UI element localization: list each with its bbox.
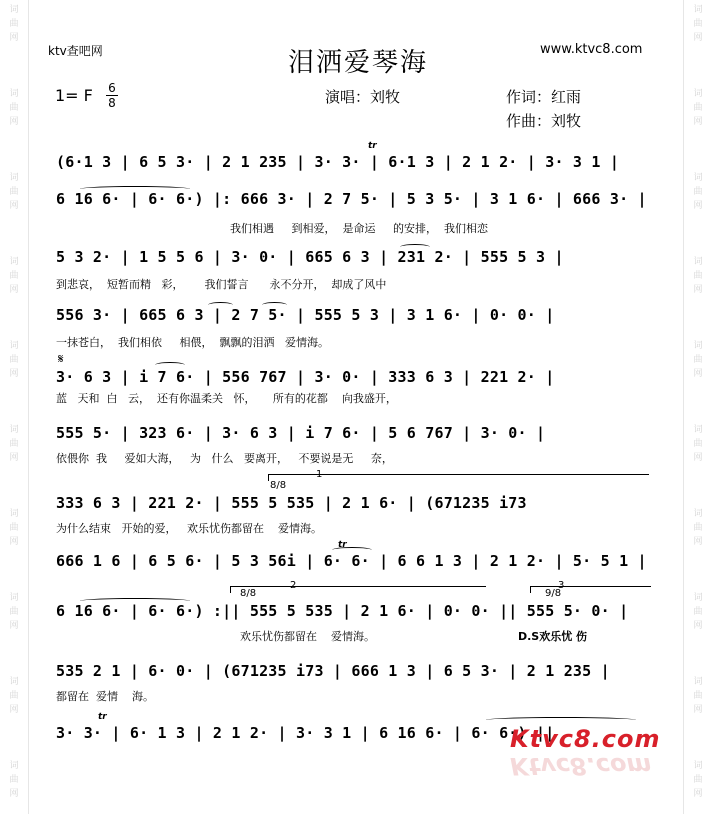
watermark-glyph: 曲 [693, 775, 703, 785]
watermark-glyph: 网 [693, 285, 703, 295]
watermark-glyph: 词 [693, 5, 703, 15]
watermark-glyph: 曲 [693, 607, 703, 617]
site-logo-reflection: Ktvc8.com [510, 752, 652, 780]
melody-line: 3· 3· | 6· 1 3 | 2 1 2· | 3· 3 1 | 6 16 6· | 6· 6·) || [56, 724, 555, 742]
watermark-glyph: 词 [9, 593, 19, 603]
watermark-glyph: 网 [693, 789, 703, 799]
lyricist-credit: 作词：红雨 [506, 88, 582, 106]
site-logo: Ktvc8.com [510, 725, 661, 753]
watermark-glyph: 词 [9, 341, 19, 351]
watermark-glyph: 词 [693, 425, 703, 435]
watermark-glyph: 曲 [693, 271, 703, 281]
watermark-glyph: 词 [693, 761, 703, 771]
watermark-glyph: 词 [693, 173, 703, 183]
composer-credit: 作曲：刘牧 [506, 112, 582, 130]
watermark-glyph: 词 [693, 677, 703, 687]
watermark-glyph: 词 [9, 425, 19, 435]
song-title: 泪洒爱琴海 [288, 48, 429, 78]
trill-mark: tr [368, 141, 377, 151]
lyrics-line: 蓝 天和 白 云， 还有你温柔关 怀， 所有的花都 向我盛开， [56, 392, 397, 405]
watermark-glyph: 曲 [9, 691, 19, 701]
watermark-glyph: 曲 [693, 439, 703, 449]
watermark-glyph: 网 [9, 789, 19, 799]
segno-mark: 𝄋 [58, 352, 64, 367]
watermark-glyph: 网 [9, 537, 19, 547]
melody-line: 3· 6 3 | i 7 6· | 556 767 | 3· 0· | 333 6 3 | 221 2· | [56, 368, 555, 386]
watermark-glyph: 网 [9, 33, 19, 43]
watermark-glyph: 曲 [693, 19, 703, 29]
watermark-glyph: 网 [9, 705, 19, 715]
tie-mark [486, 717, 636, 723]
time-signature [106, 82, 118, 109]
ds-marking: D.S欢乐忧 伤 [518, 630, 588, 643]
watermark-glyph: 网 [693, 201, 703, 211]
watermark-glyph: 词 [693, 89, 703, 99]
lyrics-line: 为什么结束 开始的爱， 欢乐忧伤都留在 爱情海。 [56, 522, 322, 535]
watermark-glyph: 词 [9, 89, 19, 99]
watermark-glyph: 网 [693, 453, 703, 463]
ending-number: 3 [558, 580, 565, 591]
watermark-glyph: 词 [9, 509, 19, 519]
watermark-glyph: 网 [693, 621, 703, 631]
watermark-glyph: 曲 [693, 691, 703, 701]
watermark-glyph: 词 [9, 257, 19, 267]
ending-bracket [530, 586, 651, 593]
key-signature: 1= F [55, 86, 93, 105]
watermark-glyph: 词 [693, 341, 703, 351]
watermark-glyph: 曲 [693, 355, 703, 365]
watermark-glyph: 网 [9, 453, 19, 463]
watermark-glyph: 曲 [9, 523, 19, 533]
ending-bracket [268, 474, 649, 481]
melody-line: (6·1 3 | 6 5 3· | 2 1 235 | 3· 3· | 6·1 3 | 2 1 2· | 3· 3 1 | [56, 153, 620, 171]
melody-line: 535 2 1 | 6· 0· | (671235 i73 | 666 1 3 | 6 5 3· | 2 1 235 | [56, 662, 610, 680]
watermark-glyph: 曲 [693, 103, 703, 113]
watermark-glyph: 词 [9, 173, 19, 183]
watermark-glyph: 网 [9, 117, 19, 127]
watermark-glyph: 网 [693, 705, 703, 715]
lyrics-line: 我们相遇 到相爱， 是命运 的安排， 我们相恋 [230, 222, 488, 235]
meter-change-label: 8/8 [240, 588, 257, 599]
watermark-glyph: 曲 [9, 775, 19, 785]
watermark-glyph: 曲 [9, 187, 19, 197]
melody-line: 556 3· | 665 6 3 | 2 7 5· | 555 5 3 | 3 1 6· | 0· 0· | [56, 306, 555, 324]
melody-line: 6 16 6· | 6· 6·) |: 666 3· | 2 7 5· | 5 3 5· | 3 1 6· | 666 3· | [56, 190, 647, 208]
watermark-glyph: 网 [693, 369, 703, 379]
ending-bracket [230, 586, 486, 593]
left-watermark-strip [0, 0, 29, 814]
watermark-glyph: 词 [9, 677, 19, 687]
melody-line: 6 16 6· | 6· 6·) :|| 555 5 535 | 2 1 6· | 0· 0· || 555 5· 0· | [56, 602, 629, 620]
melody-line: 666 1 6 | 6 5 6· | 5 3 56i | 6· 6· | 6 6 1 3 | 2 1 2· | 5· 5 1 | [56, 552, 647, 570]
melody-line: 333 6 3 | 221 2· | 555 5 535 | 2 1 6· | (671235 i73 [56, 494, 527, 512]
lyrics-line: 都留在 爱情 海。 [56, 690, 154, 703]
lyrics-line: 到悲哀， 短暂而精 彩， 我们誓言 永不分开， 却成了风中 [56, 278, 387, 291]
melody-line: 5 3 2· | 1 5 5 6 | 3· 0· | 665 6 3 | 231 2· | 555 5 3 | [56, 248, 564, 266]
lyrics-line: 依偎你 我 爱如大海， 为 什么 要离开， 不要说是无 奈， [56, 452, 393, 465]
watermark-glyph: 曲 [9, 271, 19, 281]
watermark-glyph: 曲 [693, 187, 703, 197]
watermark-glyph: 网 [693, 117, 703, 127]
watermark-glyph: 曲 [693, 523, 703, 533]
meter-change-label: 8/8 [270, 480, 287, 491]
meter-denominator: 8 [108, 96, 116, 110]
trill-mark: tr [338, 540, 347, 550]
watermark-glyph: 网 [693, 33, 703, 43]
site-name-left: ktv查吧网 [48, 44, 103, 58]
watermark-glyph: 曲 [9, 607, 19, 617]
watermark-glyph: 词 [693, 593, 703, 603]
trill-mark: tr [98, 712, 107, 722]
watermark-glyph: 词 [693, 257, 703, 267]
watermark-glyph: 曲 [9, 355, 19, 365]
watermark-glyph: 词 [9, 5, 19, 15]
lyrics-line: 欢乐忧伤都留在 爱情海。 [240, 630, 375, 643]
right-watermark-strip [683, 0, 712, 814]
watermark-glyph: 网 [9, 285, 19, 295]
singer-credit: 演唱：刘牧 [325, 88, 401, 106]
watermark-glyph: 词 [9, 761, 19, 771]
watermark-glyph: 曲 [9, 439, 19, 449]
watermark-glyph: 网 [9, 201, 19, 211]
watermark-glyph: 网 [693, 537, 703, 547]
meter-change-label: 9/8 [545, 588, 562, 599]
watermark-glyph: 词 [693, 509, 703, 519]
ending-number: 2 [290, 580, 297, 591]
lyrics-line: 一抹苍白， 我们相依 相偎， 飘飘的泪洒 爱情海。 [56, 336, 329, 349]
ending-number: 1 [316, 469, 323, 480]
watermark-glyph: 网 [9, 369, 19, 379]
melody-line: 555 5· | 323 6· | 3· 6 3 | i 7 6· | 5 6 767 | 3· 0· | [56, 424, 546, 442]
meter-numerator: 6 [108, 81, 116, 95]
watermark-glyph: 曲 [9, 103, 19, 113]
site-url: www.ktvc8.com [540, 42, 643, 57]
watermark-glyph: 网 [9, 621, 19, 631]
watermark-glyph: 曲 [9, 19, 19, 29]
